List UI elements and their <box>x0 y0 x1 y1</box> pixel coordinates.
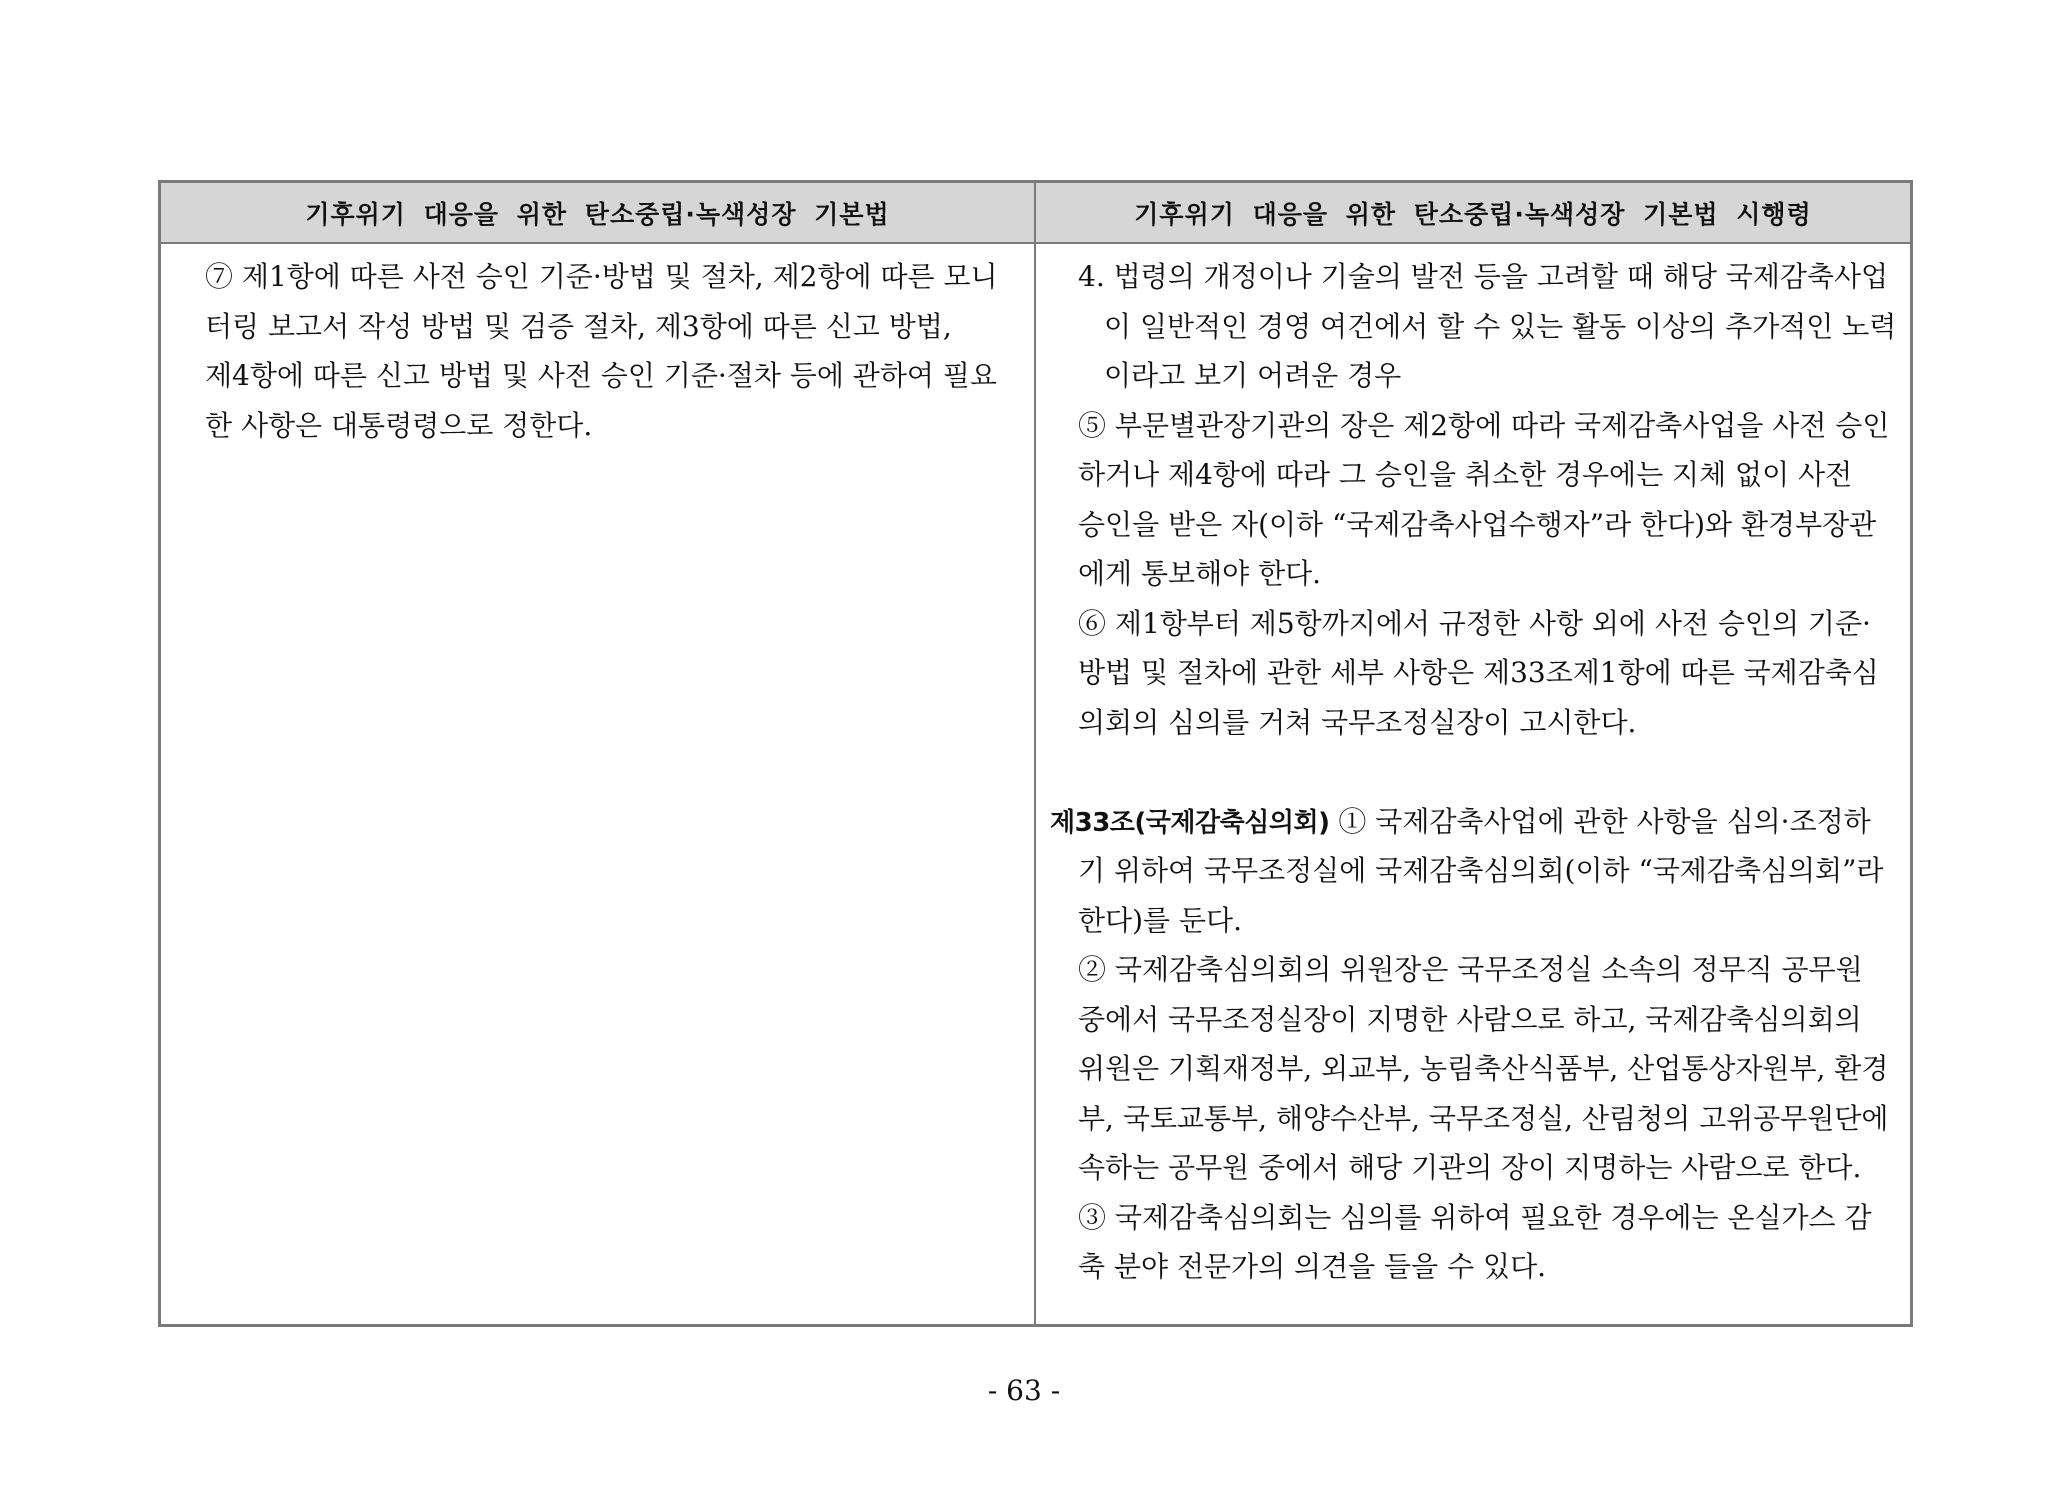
decree-text-cell <box>1036 244 1910 1324</box>
comparison-table <box>158 180 1913 1327</box>
article-33-paragraph-1-line: ① 국제감축사업에 관한 사항을 심의·조정하 <box>1329 804 1871 838</box>
act-text-line: 터링 보고서 작성 방법 및 검증 절차, 제3항에 따른 신고 방법, <box>205 309 952 343</box>
article-33-paragraph-2-line: ② 국제감축심의회의 위원장은 국무조정실 소속의 정무직 공무원 <box>1078 953 1863 986</box>
page-number: - 63 - <box>987 1374 1061 1407</box>
article-33-title: 제33조(국제감축심의회) <box>1050 807 1330 838</box>
paragraph-5-line: ⑤ 부문별관장기관의 장은 제2항에 따라 국제감축사업을 사전 승인 <box>1078 408 1890 442</box>
paragraph-gap <box>1078 747 1900 797</box>
item-4-line: 이 일반적인 경영 여건에서 할 수 있는 활동 이상의 추가적인 노력 <box>1104 309 1897 343</box>
article-33-first-line <box>1050 797 1900 847</box>
paragraph-6-line: 의회의 심의를 거쳐 국무조정실장이 고시한다. <box>1078 705 1637 739</box>
header-act: 기후위기 대응을 위한 탄소중립·녹색성장 기본법 <box>161 183 1036 242</box>
paragraph-5-line: 에게 통보해야 한다. <box>1078 557 1322 590</box>
paragraph-6-line: 방법 및 절차에 관한 세부 사항은 제33조제1항에 따른 국제감축심 <box>1078 656 1879 689</box>
act-text-line: 한 사항은 대통령령으로 정한다. <box>205 408 593 442</box>
article-33-paragraph-2-line: 속하는 공무원 중에서 해당 기관의 장이 지명하는 사람으로 한다. <box>1078 1151 1862 1184</box>
act-text-line: ⑦ 제1항에 따른 사전 승인 기준·방법 및 절차, 제2항에 따른 모니 <box>205 260 998 293</box>
act-text-cell <box>161 244 1036 1324</box>
article-33-paragraph-2-line: 부, 국토교통부, 해양수산부, 국무조정실, 산림청의 고위공무원단에 <box>1078 1101 1889 1135</box>
paragraph-6-line: ⑥ 제1항부터 제5항까지에서 규정한 사항 외에 사전 승인의 기준· <box>1078 606 1871 640</box>
paragraph-5-line: 하거나 제4항에 따라 그 승인을 취소한 경우에는 지체 없이 사전 <box>1078 458 1853 491</box>
article-33-paragraph-1-line: 한다)를 둔다. <box>1078 903 1242 937</box>
article-33-paragraph-2-line: 중에서 국무조정실장이 지명한 사람으로 하고, 국제감축심의회의 <box>1078 1002 1862 1036</box>
article-33-paragraph-3-line: 축 분야 전문가의 의견을 들을 수 있다. <box>1078 1250 1547 1283</box>
item-4-line: 이라고 보기 어려운 경우 <box>1104 359 1402 392</box>
article-33-paragraph-3-line: ③ 국제감축심의회는 심의를 위하여 필요한 경우에는 온실가스 감 <box>1078 1200 1872 1234</box>
act-text-line: 제4항에 따른 신고 방법 및 사전 승인 기준·절차 등에 관하여 필요 <box>205 359 997 392</box>
article-33-paragraph-1-line: 기 위하여 국무조정실에 국제감축심의회(이하 “국제감축심의회”라 <box>1078 854 1884 887</box>
item-4-line: 4. 법령의 개정이나 기술의 발전 등을 고려할 때 해당 국제감축사업 <box>1078 260 1889 293</box>
paragraph-5-line: 승인을 받은 자(이하 “국제감축사업수행자”라 한다)와 환경부장관 <box>1078 507 1877 541</box>
table-body-row <box>161 244 1910 1324</box>
article-33-paragraph-2-line: 위원은 기획재정부, 외교부, 농림축산식품부, 산업통상자원부, 환경 <box>1078 1052 1889 1085</box>
header-enforcement-decree: 기후위기 대응을 위한 탄소중립·녹색성장 기본법 시행령 <box>1134 199 1812 229</box>
table-header-row <box>161 183 1910 244</box>
